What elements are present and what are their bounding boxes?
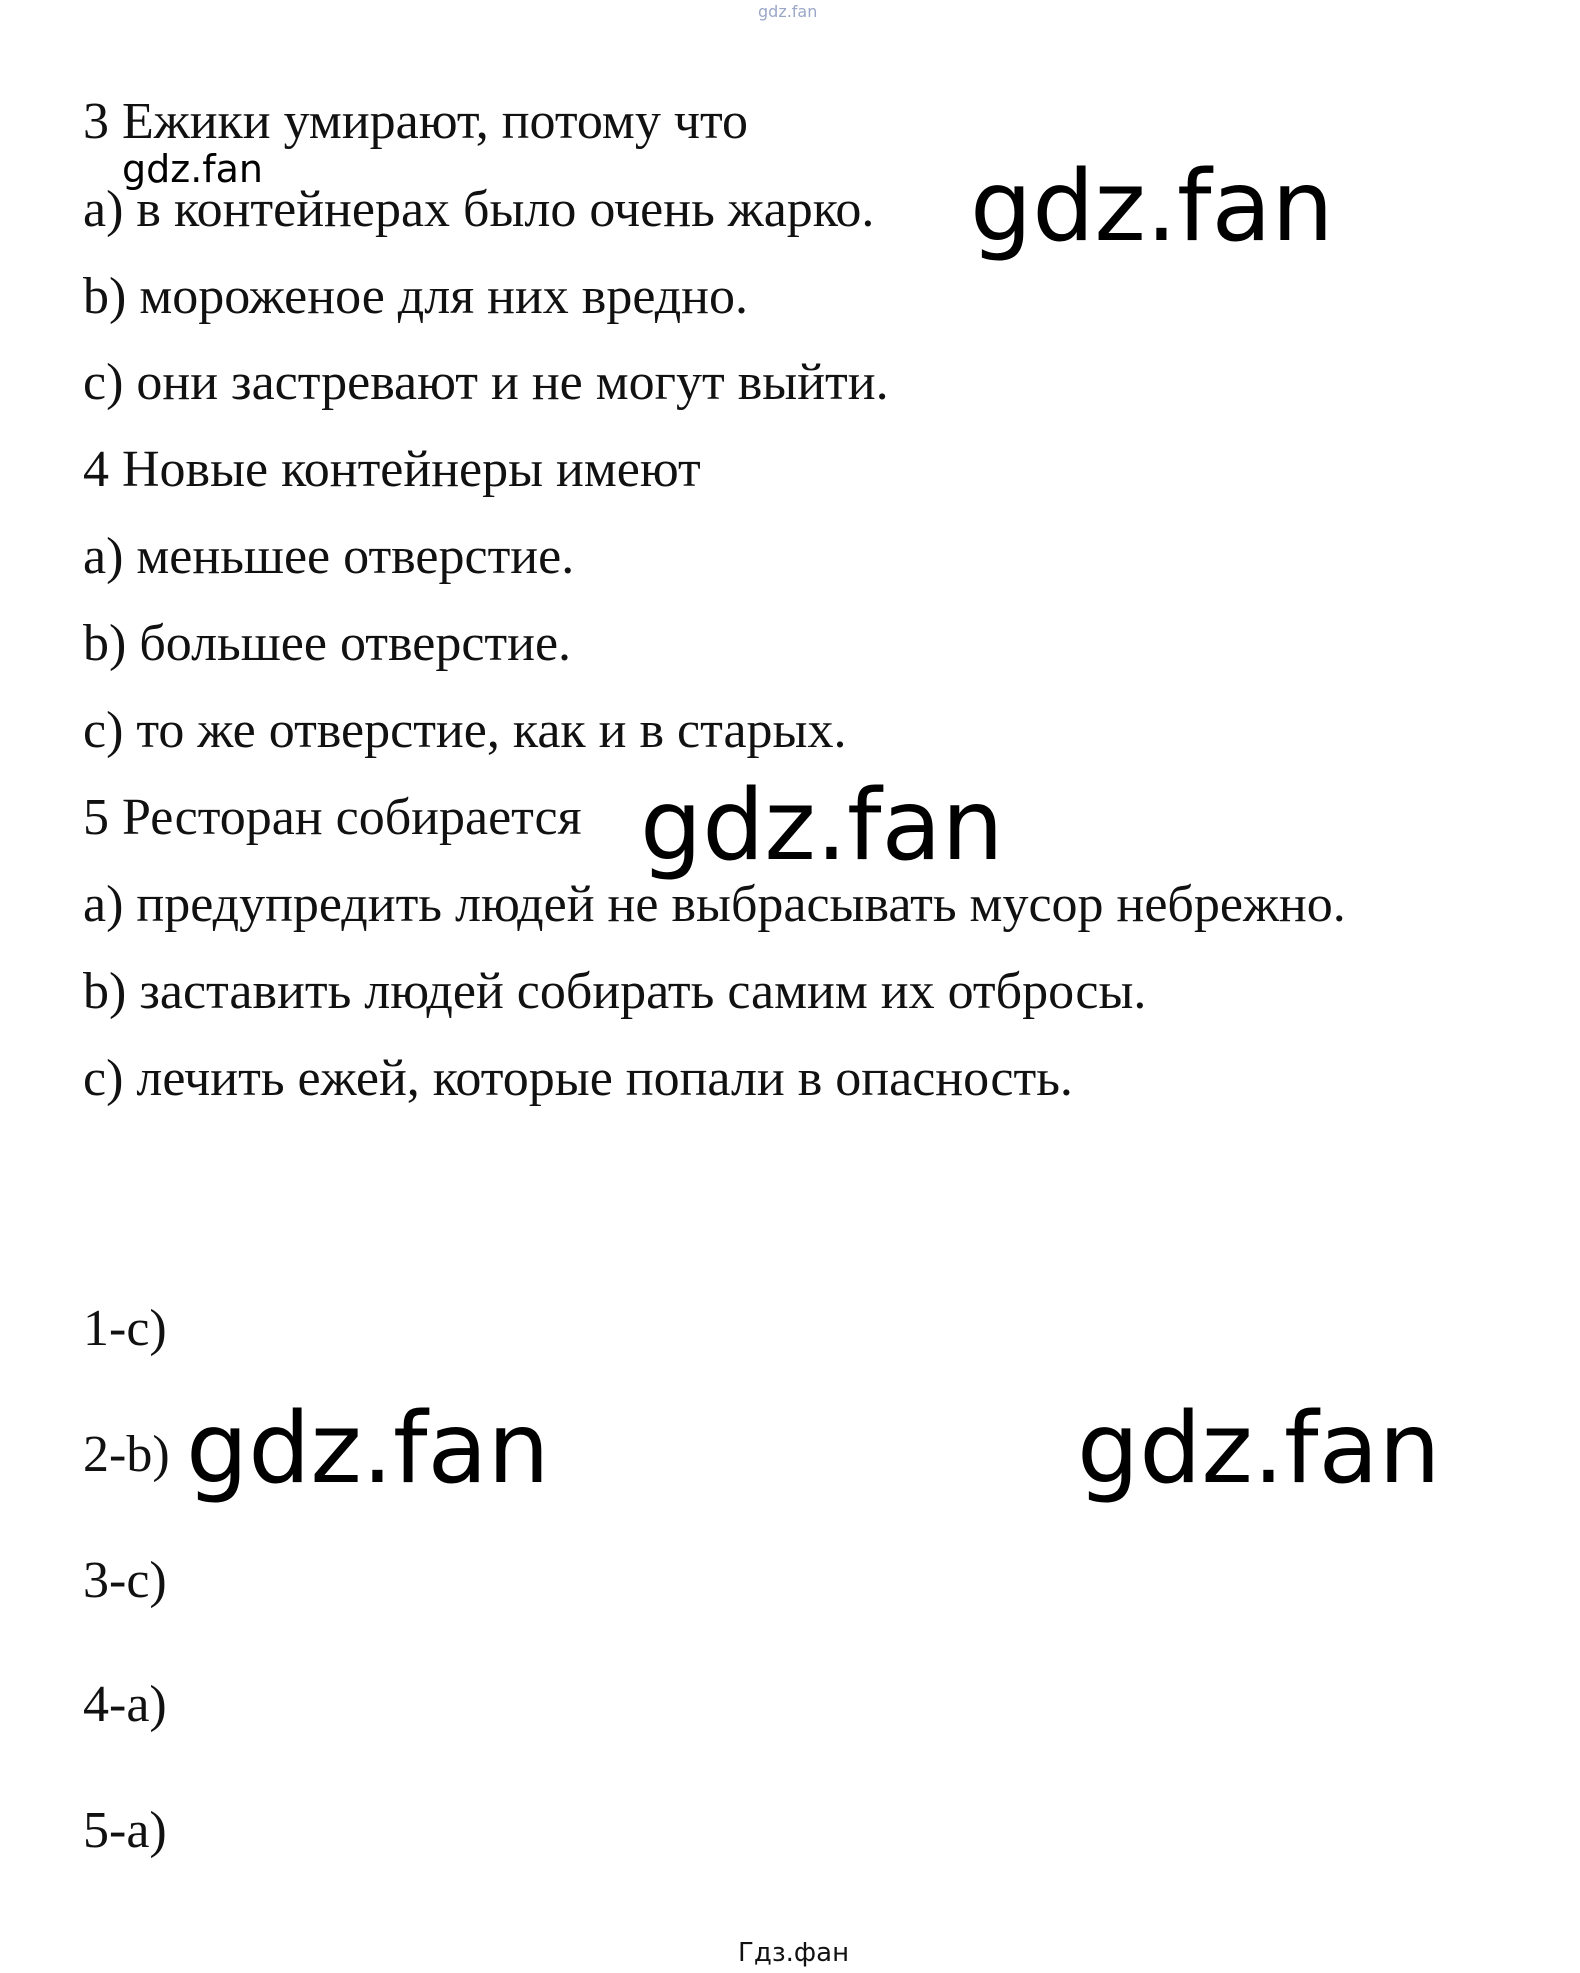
footer-site-name: Гдз.фан <box>738 1938 850 1968</box>
watermark-large: gdz.fan <box>186 1392 550 1506</box>
question-5-option-a: a) предупредить людей не выбрасывать мусор небрежно. <box>83 876 1346 933</box>
question-5-option-c: c) лечить ежей, которые попали в опасность. <box>83 1050 1073 1107</box>
watermark-large: gdz.fan <box>970 150 1334 264</box>
answer-3: 3-c) <box>83 1552 167 1609</box>
question-3-title: 3 Ежики умирают, потому что <box>83 93 749 150</box>
watermark-large: gdz.fan <box>1077 1392 1441 1506</box>
question-3-option-b: b) мороженое для них вредно. <box>83 268 749 325</box>
question-4-option-c: c) то же отверстие, как и в старых. <box>83 702 847 759</box>
watermark-large: gdz.fan <box>640 769 1004 883</box>
question-5-title: 5 Ресторан собирается <box>83 789 582 846</box>
question-4-option-a: a) меньшее отверстие. <box>83 528 575 585</box>
question-4-option-b: b) большее отверстие. <box>83 615 572 672</box>
question-4-title: 4 Новые контейнеры имеют <box>83 441 701 498</box>
answer-1: 1-c) <box>83 1300 167 1357</box>
answer-4: 4-a) <box>83 1676 167 1733</box>
question-3-option-a: a) в контейнерах было очень жарко. <box>83 181 875 238</box>
question-5-option-b: b) заставить людей собирать самим их отбросы. <box>83 963 1147 1020</box>
question-3-option-c: c) они застревают и не могут выйти. <box>83 354 889 411</box>
answer-5: 5-a) <box>83 1802 167 1859</box>
answer-2: 2-b) <box>83 1426 170 1483</box>
watermark-top: gdz.fan <box>758 2 818 21</box>
watermark-small: gdz.fan <box>122 147 264 191</box>
